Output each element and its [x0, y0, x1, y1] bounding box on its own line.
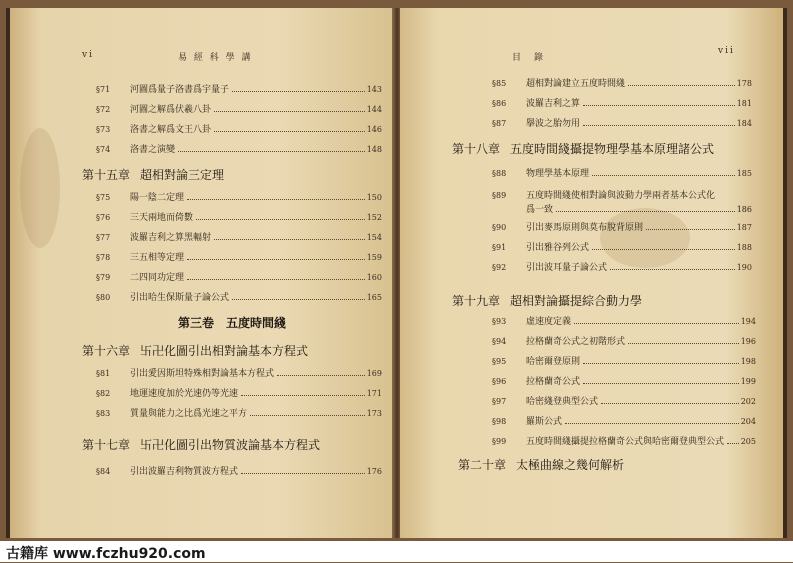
section-title: 引出愛因斯坦特殊相對論基本方程式: [130, 369, 275, 379]
toc-entry: [492, 240, 752, 253]
watermark-text: 古籍库 www.fczhu920.com: [6, 546, 206, 562]
section-number: §80: [96, 293, 111, 302]
chapter-title: 卐卍化圖引出物質波論基本方程式: [140, 438, 321, 452]
toc-entry: [492, 96, 752, 109]
page-ref: 154: [366, 233, 382, 242]
left-page-number: vi: [82, 50, 94, 60]
section-title: 羅斯公式: [526, 417, 563, 427]
leader-dots: [196, 219, 365, 220]
section-title: 波羅吉利之算: [526, 99, 581, 109]
section-title: 拉格蘭奇公式: [526, 377, 581, 387]
toc-entry: [96, 250, 382, 263]
leader-dots: [565, 423, 739, 424]
chapter-number: 第二十章: [458, 458, 507, 472]
page-ref: 198: [740, 357, 756, 366]
leader-dots: [556, 211, 735, 212]
section-number: §74: [96, 145, 111, 154]
section-number: §90: [492, 223, 507, 232]
watermark-bar: [0, 541, 793, 562]
section-title: 二四同功定理: [130, 273, 185, 283]
section-title: 五度時間綫攝提拉格蘭奇公式與哈密爾登典型公式: [526, 437, 725, 447]
toc-entry: [96, 386, 382, 399]
section-title: 拉格蘭奇公式之初階形式: [526, 337, 626, 347]
leader-dots: [610, 269, 735, 270]
section-title: 爲一致: [526, 205, 554, 215]
section-number: §93: [492, 317, 507, 326]
leader-dots: [187, 199, 365, 200]
leader-dots: [583, 105, 735, 106]
leader-dots: [646, 229, 735, 230]
page-ref: 171: [366, 389, 382, 398]
page-ref: 143: [366, 85, 382, 94]
section-title: 引出波羅吉利物質波方程式: [130, 467, 239, 477]
leader-dots: [277, 375, 365, 376]
section-number: §82: [96, 389, 111, 398]
chapter-title: 卐卍化圖引出相對論基本方程式: [140, 344, 309, 358]
section-number: §96: [492, 377, 507, 386]
toc-entry: [492, 116, 752, 129]
page-stain: [600, 208, 690, 268]
leader-dots: [232, 299, 365, 300]
page-ref: 188: [736, 243, 752, 252]
section-title: 物理學基本原理: [526, 169, 590, 179]
toc-entry: [492, 394, 756, 407]
page-ref: 190: [736, 263, 752, 272]
section-number: §72: [96, 105, 111, 114]
section-title: 哈密綫登典型公式: [526, 397, 599, 407]
toc-entry: [492, 374, 756, 387]
chapter-15-heading: [82, 166, 224, 183]
page-ref: 196: [740, 337, 756, 346]
leader-dots: [727, 443, 739, 444]
section-number: §75: [96, 193, 111, 202]
section-number: §92: [492, 263, 507, 272]
leader-dots: [583, 363, 739, 364]
toc-entry: [492, 434, 756, 447]
section-title: 五度時間綫使相對論與波動力學兩者基本公式化: [526, 191, 716, 201]
chapter-title: 五度時間綫攝提物理學基本原理諸公式: [510, 142, 715, 156]
chapter-title: 超相對論三定理: [140, 168, 225, 182]
leader-dots: [601, 403, 739, 404]
toc-entry: [96, 190, 382, 203]
chapter-number: 第十五章: [82, 168, 131, 182]
section-title: 三五相等定理: [130, 253, 185, 263]
section-number: §94: [492, 337, 507, 346]
leader-dots: [241, 395, 365, 396]
section-title: 洛書之解爲文王八卦: [130, 125, 212, 135]
toc-entry: [492, 188, 752, 201]
section-number: §87: [492, 119, 507, 128]
section-number: §89: [492, 191, 507, 200]
page-ref: 173: [366, 409, 382, 418]
page-stain: [20, 128, 60, 248]
page-ref: 160: [366, 273, 382, 282]
leader-dots: [583, 125, 735, 126]
section-number: §97: [492, 397, 507, 406]
section-number: §88: [492, 169, 507, 178]
page-ref: 165: [366, 293, 382, 302]
section-title: 質量與能力之比爲光速之平方: [130, 409, 248, 419]
toc-entry: [492, 414, 756, 427]
section-number: §77: [96, 233, 111, 242]
chapter-number: 第十七章: [82, 438, 131, 452]
right-running-title: 目 錄: [512, 53, 546, 63]
page-ref: 146: [366, 125, 382, 134]
page-ref: 184: [736, 119, 752, 128]
open-book: [6, 8, 787, 538]
leader-dots: [214, 111, 365, 112]
section-title: 河圖爲量子洛書爲宇量子: [130, 85, 230, 95]
chapter-20-heading: [458, 456, 624, 473]
toc-entry: [492, 76, 752, 89]
section-title: 虛速度定義: [526, 317, 572, 327]
left-page: [10, 8, 394, 538]
section-title: 三天兩地而倚數: [130, 213, 194, 223]
toc-entry: [96, 290, 382, 303]
leader-dots: [241, 473, 365, 474]
leader-dots: [187, 259, 365, 260]
leader-dots: [628, 85, 735, 86]
toc-entry: [96, 406, 382, 419]
chapter-number: 第十六章: [82, 344, 131, 358]
section-number: §71: [96, 85, 111, 94]
toc-entry: [96, 366, 382, 379]
leader-dots: [250, 415, 365, 416]
toc-entry: [96, 270, 382, 283]
section-number: §79: [96, 273, 111, 282]
leader-dots: [214, 239, 365, 240]
section-title: 引出雅谷列公式: [526, 243, 590, 253]
section-number: §98: [492, 417, 507, 426]
right-page-number: vii: [718, 46, 735, 56]
toc-entry: [96, 464, 382, 477]
section-number: §95: [492, 357, 507, 366]
chapter-16-heading: [82, 342, 308, 359]
section-number: §86: [492, 99, 507, 108]
section-title: 洛書之演變: [130, 145, 176, 155]
section-number: §76: [96, 213, 111, 222]
toc-entry: [492, 260, 752, 273]
section-number: §91: [492, 243, 507, 252]
page-ref: 178: [736, 79, 752, 88]
section-number: §73: [96, 125, 111, 134]
section-title: 引出波耳量子論公式: [526, 263, 608, 273]
page-ref: 186: [736, 205, 752, 214]
leader-dots: [187, 279, 365, 280]
section-number: §85: [492, 79, 507, 88]
section-number: §81: [96, 369, 111, 378]
section-title: 河圖之解爲伏羲八卦: [130, 105, 212, 115]
page-ref: 169: [366, 369, 382, 378]
section-title: 波羅吉利之算黑輻射: [130, 233, 212, 243]
page-ref: 181: [736, 99, 752, 108]
toc-entry: [492, 166, 752, 179]
section-number: §78: [96, 253, 111, 262]
chapter-17-heading: [82, 436, 320, 453]
section-title: 引出哈生保斯量子論公式: [130, 293, 230, 303]
toc-entry: [492, 314, 756, 327]
leader-dots: [628, 343, 739, 344]
section-number: §83: [96, 409, 111, 418]
toc-entry: [492, 354, 756, 367]
chapter-19-heading: [452, 292, 642, 309]
toc-entry: [492, 334, 756, 347]
chapter-title: 超相對論攝提綜合動力學: [510, 294, 643, 308]
page-ref: 176: [366, 467, 382, 476]
leader-dots: [592, 175, 735, 176]
toc-entry: [96, 82, 382, 95]
right-page: [400, 8, 783, 538]
section-title: 超相對論建立五度時間綫: [526, 79, 626, 89]
section-number: §84: [96, 467, 111, 476]
chapter-18-heading: [452, 140, 714, 157]
page-ref: 144: [366, 105, 382, 114]
page-ref: 187: [736, 223, 752, 232]
page-ref: 150: [366, 193, 382, 202]
page-ref: 159: [366, 253, 382, 262]
leader-dots: [592, 249, 735, 250]
left-running-title: 易 經 科 學 講: [178, 53, 253, 63]
toc-entry: [96, 102, 382, 115]
page-ref: 148: [366, 145, 382, 154]
page-ref: 202: [740, 397, 756, 406]
toc-entry-continuation: [526, 202, 752, 215]
section-title: 地運速度加於光速仍等光速: [130, 389, 239, 399]
chapter-title: 太極曲線之幾何解析: [516, 458, 625, 472]
toc-entry: [96, 230, 382, 243]
leader-dots: [232, 91, 365, 92]
volume-3-heading: 第三卷 五度時間綫: [178, 316, 287, 330]
leader-dots: [574, 323, 739, 324]
page-ref: 185: [736, 169, 752, 178]
page-ref: 204: [740, 417, 756, 426]
leader-dots: [583, 383, 739, 384]
leader-dots: [178, 151, 365, 152]
page-ref: 205: [740, 437, 756, 446]
chapter-number: 第十八章: [452, 142, 501, 156]
toc-entry: [96, 122, 382, 135]
toc-entry: [96, 142, 382, 155]
toc-entry: [492, 220, 752, 233]
page-ref: 194: [740, 317, 756, 326]
section-number: §99: [492, 437, 507, 446]
page-ref: 199: [740, 377, 756, 386]
toc-entry: [96, 210, 382, 223]
page-ref: 152: [366, 213, 382, 222]
leader-dots: [214, 131, 365, 132]
section-title: 擧波之胎勿用: [526, 119, 581, 129]
section-title: 引出麥馬原則與莫布脫背原則: [526, 223, 644, 233]
section-title: 陽一陰二定理: [130, 193, 185, 203]
chapter-number: 第十九章: [452, 294, 501, 308]
section-title: 哈密爾登原則: [526, 357, 581, 367]
